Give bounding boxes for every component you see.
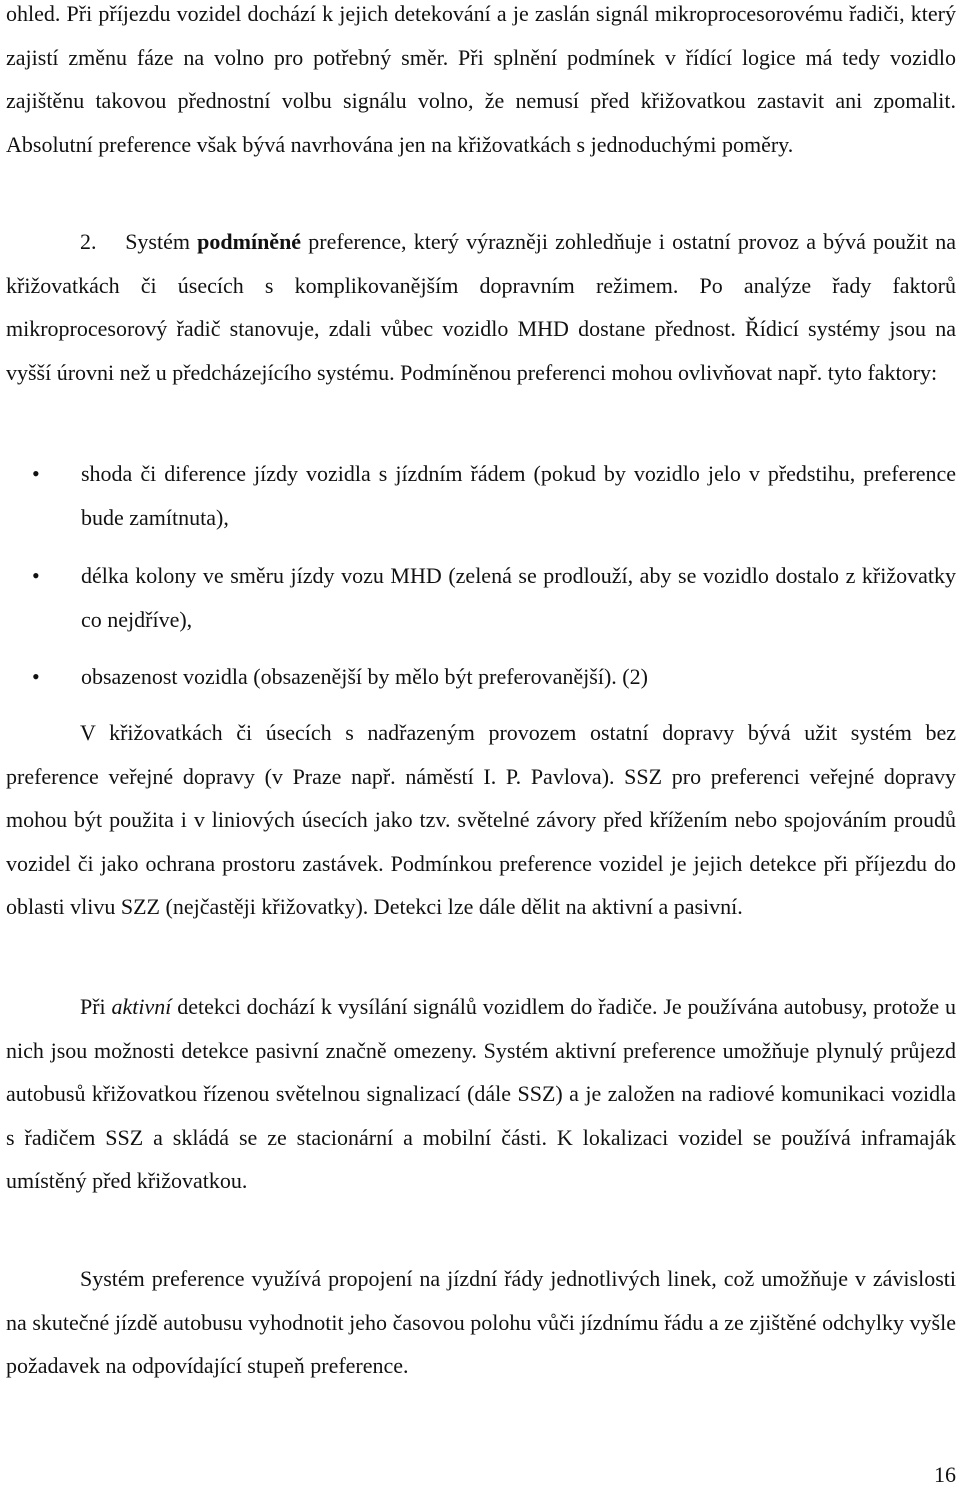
paragraph-text: Systém	[125, 229, 190, 254]
list-item-text: shoda či diference jízdy vozidla s jízdním řádem (pokud by vozidlo jelo v předstihu, preference bude zamítnuta),	[81, 461, 956, 530]
paragraph-conditional-preference	[6, 220, 956, 394]
paragraph-priority-traffic	[6, 711, 956, 929]
paragraph-absolute-preference	[6, 0, 956, 166]
list-item	[0, 452, 956, 540]
paragraph-text: ohled. Při příjezdu vozidel dochází k jejich detekování a je zaslán signál mikroprocesorovému řadiči, který zajistí změnu fáze na volno pro potřebný směr. Při splnění podmínek v řídící logice má tedy vozidlo zajištěnu takovou přednostní volbu signálu volno, že nemusí před křižovatkou zastavit ani zpomalit. Absolutní preference však bývá navrhována jen na křižovatkách s jednoduchými poměry.	[6, 1, 956, 157]
bullet-icon: •	[32, 563, 40, 588]
emphasized-term: podmíněné	[197, 229, 302, 254]
emphasized-term: aktivní	[111, 994, 172, 1019]
page-number: 16	[934, 1462, 956, 1487]
list-item	[0, 655, 956, 699]
list-item-text: délka kolony ve směru jízdy vozu MHD (zelená se prodlouží, aby se vozidlo dostalo z křižovatky co nejdříve),	[81, 563, 956, 632]
paragraph-text: Systém preference využívá propojení na jízdní řády jednotlivých linek, což umožňuje v závislosti na skutečné jízdě autobusu vyhodnotit jeho časovou polohu vůči jízdnímu řádu a ze zjištěné odchylky vyšle požadavek na odpovídající stupeň preference.	[6, 1266, 956, 1378]
paragraph-timetable-link	[6, 1257, 956, 1388]
list-number: 2.	[80, 229, 97, 254]
bullet-icon: •	[32, 664, 40, 689]
list-item-text: obsazenost vozidla (obsazenější by mělo být preferovanější). (2)	[81, 664, 648, 689]
paragraph-text: preference, který výrazněji zohledňuje i ostatní provoz a bývá použit na křižovatkách či úsecích s komplikovanějším dopravním režimem. Po analýze řady faktorů mikroprocesorový řadič stanovuje, zdali vůbec vozidlo MHD dostane přednost. Řídicí systémy jsou na vyšší úrovni než u předcházejícího systému. Podmíněnou preferenci mohou ovlivňovat např. tyto faktory:	[6, 229, 956, 385]
list-item	[0, 554, 956, 642]
bullet-icon: •	[32, 461, 40, 486]
paragraph-active-detection	[6, 985, 956, 1203]
paragraph-text: V křižovatkách či úsecích s nadřazeným provozem ostatní dopravy bývá užit systém bez preference veřejné dopravy (v Praze např. náměstí I. P. Pavlova). SSZ pro preferenci veřejné dopravy mohou být použita i v liniových úsecích jako tzv. světelné závory před křížením nebo spojováním proudů vozidel či jako ochrana prostoru zastávek. Podmínkou preference vozidel je jejich detekce při příjezdu do oblasti vlivu SZZ (nejčastěji křižovatky). Detekci lze dále dělit na aktivní a pasivní.	[6, 720, 956, 919]
paragraph-text: Při	[80, 994, 106, 1019]
paragraph-text: detekci dochází k vysílání signálů vozidlem do řadiče. Je používána autobusy, protože u nich jsou možnosti detekce pasivní značně omezeny. Systém aktivní preference umožňuje plynulý průjezd autobusů křižovatkou řízenou světelnou signalizací (dále SSZ) a je založen na radiové komunikaci vozidla s řadičem SSZ a skládá se ze stacionární a mobilní části. K lokalizaci vozidel se používá inframaják umístěný před křižovatkou.	[6, 994, 957, 1193]
